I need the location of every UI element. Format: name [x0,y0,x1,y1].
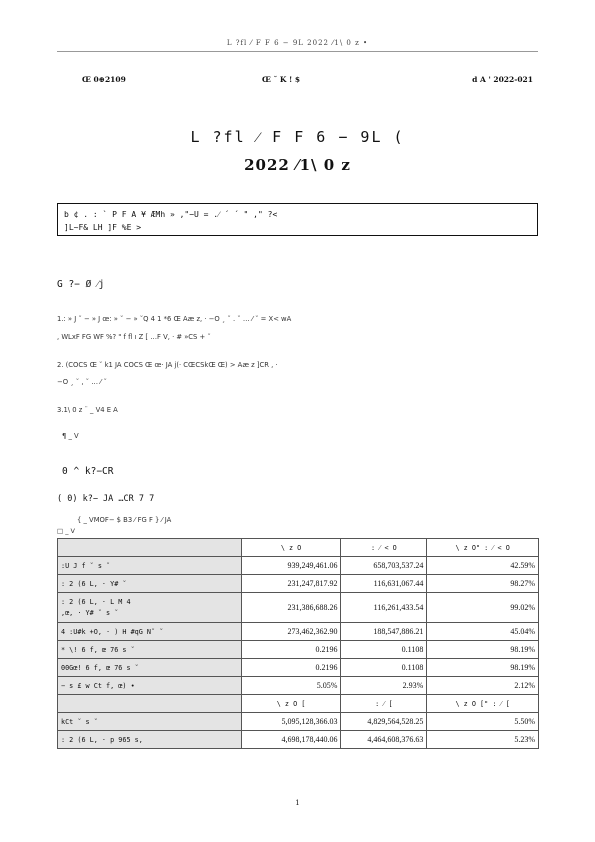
announcement-number: d A ' 2022-021 [472,75,533,84]
paragraph-2-line-2: −O ¸ ˘ , ˘ … ⁄ ˘ [57,378,107,386]
paragraph-1-line-1: 1.: » J ˘ − » J œ: » ˘ − » ˘Q 4 1 *6 Œ Aæ z, · −O ¸ ˘ . ˘ … ⁄ ˘ = X< wA [57,315,292,323]
cell-value: 0.1108 [341,659,427,677]
header-cell: : ⁄ < O [341,539,427,557]
table-caption-line-1: { _ VMOF− $ B3 ⁄ FG F } ⁄ JA [77,516,172,524]
row-label: 4 :U#k +O, · ) H #qG N˘ ˘ [58,623,242,641]
cell-value: 0.1108 [341,641,427,659]
cell-value: 231,247,817.92 [241,575,341,593]
cell-value: 939,249,461.06 [241,557,341,575]
cell-value: 273,462,362.90 [241,623,341,641]
notice-line-2: ]L~F& LH ]F %E > [64,223,142,232]
row-label: kCt ˘ s ˘ [58,713,242,731]
row-label-line-1: : 2 (6 L, · L M 4 [61,597,131,606]
cell-value: 5.50% [427,713,539,731]
row-label: * \! 6 f, œ 76 s ˘ [58,641,242,659]
cell-value: 116,261,433.54 [341,593,427,623]
cell-value: 2.93% [341,677,427,695]
cell-value: 98.27% [427,575,539,593]
cell-value: 98.19% [427,659,539,677]
cell-value: 2.12% [427,677,539,695]
cell-value: 231,386,688.26 [241,593,341,623]
paragraph-2-line-1: 2. (COCS Œ ˘ k1 JA COCS Œ œ· JA j(· CŒCSkŒ Œ) > Aæ z ]CR , · [57,361,278,369]
row-label: :U J f ˘ s ˘ [58,557,242,575]
table-row [58,713,539,731]
header-cell: \ z O" : ⁄ < O [427,539,539,557]
header-cell [58,695,242,713]
page-number: 1 [295,799,300,807]
notice-line-1: b ¢ . : ` P F A ¥ ÆMh » ,"−U = .⁄ ´ ´ " ," ?< [64,210,278,219]
running-header: L ?fl ⁄ F F 6 − 9L 2022 ⁄1\ 0 z • [226,39,369,47]
table-row [58,731,539,749]
table-caption-line-2: □ _ V [57,527,75,535]
cell-value: 99.02% [427,593,539,623]
table-row [58,659,539,677]
cell-value: 188,547,886.21 [341,623,427,641]
document-title-line2: 2022 ⁄1\ 0 z [244,156,351,174]
table-row [58,575,539,593]
row-label: 00Gœ! 6 f, œ 76 s ˘ [58,659,242,677]
cell-value: 45.04% [427,623,539,641]
header-rule [57,51,538,52]
paragraph-4: ¶ _ V [62,432,79,440]
row-label-line-2: ,œ, · Y# ˘ s ˘ [61,608,119,617]
cell-value: 5.23% [427,731,539,749]
cell-value: 4,464,608,376.63 [341,731,427,749]
section-heading-2: 0 ^ k?−CR [62,466,114,477]
document-title-line1: L ?fl ⁄ F F 6 − 9L ( [190,128,405,146]
header-cell: \ z O [241,539,341,557]
cell-value: 0.2196 [241,659,341,677]
section-heading-1: G ?− Ø ⁄j [57,279,105,290]
table-row [58,677,539,695]
financial-data-table [57,538,539,749]
table-row [58,641,539,659]
row-label [58,593,242,623]
paragraph-3: 3.1\ 0 z ¨ _ V4 E A [57,406,118,414]
cell-value: 658,703,537.24 [341,557,427,575]
paragraph-1-line-2: , WLxF FG WF %? " f fl ı Z [ …F V, · # »CS + ˘ [57,333,211,341]
header-cell: \ z O [ [241,695,341,713]
table-row [58,623,539,641]
row-label: : 2 (6 L, · Y# ˘ [58,575,242,593]
cell-value: 98.19% [427,641,539,659]
cell-value: 116,631,067.44 [341,575,427,593]
table-row [58,557,539,575]
cell-value: 5,095,128,366.03 [241,713,341,731]
cell-value: 5.05% [241,677,341,695]
table-header-row-1 [58,539,539,557]
header-cell: \ z O [" : ⁄ [ [427,695,539,713]
table-row [58,593,539,623]
row-label: : 2 (6 L, · p 965 s, [58,731,242,749]
cell-value: 42.59% [427,557,539,575]
cell-value: 0.2196 [241,641,341,659]
cell-value: 4,698,178,440.06 [241,731,341,749]
header-cell [58,539,242,557]
header-cell: : ⁄ [ [341,695,427,713]
notice-box [57,203,538,236]
row-label: − s £ w Ct f, œ) • [58,677,242,695]
sub-heading: ( 0) k?− JA …CR 7 7 [57,494,155,504]
table-header-row-2 [58,695,539,713]
stock-code: Œ 0⊕2109 [82,75,126,84]
stock-abbreviation: Œ ˘ K ! $ [262,75,301,84]
cell-value: 4,829,564,528.25 [341,713,427,731]
